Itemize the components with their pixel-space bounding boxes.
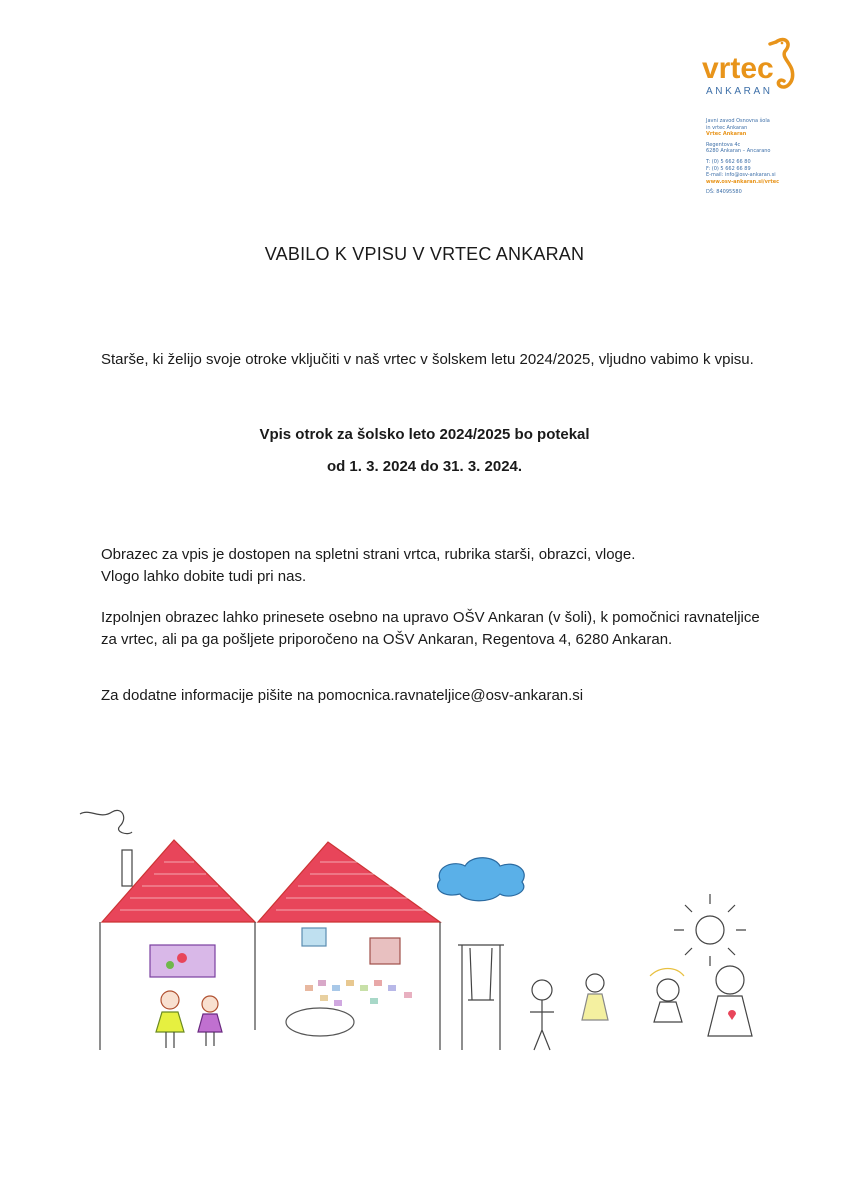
contact-block (706, 118, 841, 196)
contact-fax: F: (0) 5 662 66 89 (706, 165, 751, 172)
contact-website[interactable]: www.osv-ankaran.si/vrtec (706, 178, 780, 185)
person-figure-4 (708, 966, 752, 1036)
contact-tax-number: DŠ: 84095580 (706, 189, 742, 196)
child-drawing-house-family-icon (70, 800, 790, 1070)
vrtec-logo (700, 34, 810, 104)
contact-address-line2: 6280 Ankaran – Ancarano (706, 148, 771, 155)
contact-org-line1: Javni zavod Osnovna šola (706, 118, 770, 124)
logo-sub: ANKARAN (706, 86, 773, 97)
contact-org-line2: in vrtec Ankaran (706, 124, 748, 131)
person-figure-3 (650, 969, 684, 1023)
form-line2: Vlogo lahko dobite tudi pri nas. (101, 568, 307, 585)
enrollment-period-line2: od 1. 3. 2024 do 31. 3. 2024. (326, 458, 523, 475)
contact-org-line3: Vrtec Ankaran (706, 131, 747, 138)
contact-email[interactable]: E-mail: info@osv-ankaran.si (706, 172, 776, 179)
intro-paragraph: Starše, ki želijo svoje otroke vključiti v naš vrtec v šolskem letu 2024/2025, vljudno vabimo k vpisu. (101, 351, 754, 368)
form-paragraph (101, 544, 761, 588)
page-title: VABILO K VPISU V VRTEC ANKARAN (264, 244, 585, 264)
girl-figure-left (156, 991, 184, 1048)
contact-address-line1: Regentova 4c (706, 141, 741, 148)
contact-telephone: T: (0) 5 662 66 80 (706, 158, 751, 165)
submit-paragraph: Izpolnjen obrazec lahko prinesete osebno na upravo OŠV Ankaran (v šoli), k pomočnici ravnateljice za vrtec, ali pa ga pošljete priporočeno na OŠV Ankaran, Regentova 4, 6280 Ankaran. (101, 609, 760, 648)
sun-icon (674, 894, 746, 966)
logo-brand: vrtec (702, 52, 774, 85)
girl-figure-right (198, 996, 222, 1046)
person-figure-1 (530, 980, 554, 1050)
info-paragraph: Za dodatne informacije pišite na pomocnica.ravnateljice@osv-ankaran.si (101, 687, 584, 704)
enrollment-period-line1: Vpis otrok za šolsko leto 2024/2025 bo potekal (259, 426, 590, 443)
person-figure-2 (582, 974, 608, 1020)
form-line1: Obrazec za vpis je dostopen na spletni strani vrtca, rubrika starši, obrazci, vloge. (101, 546, 636, 563)
